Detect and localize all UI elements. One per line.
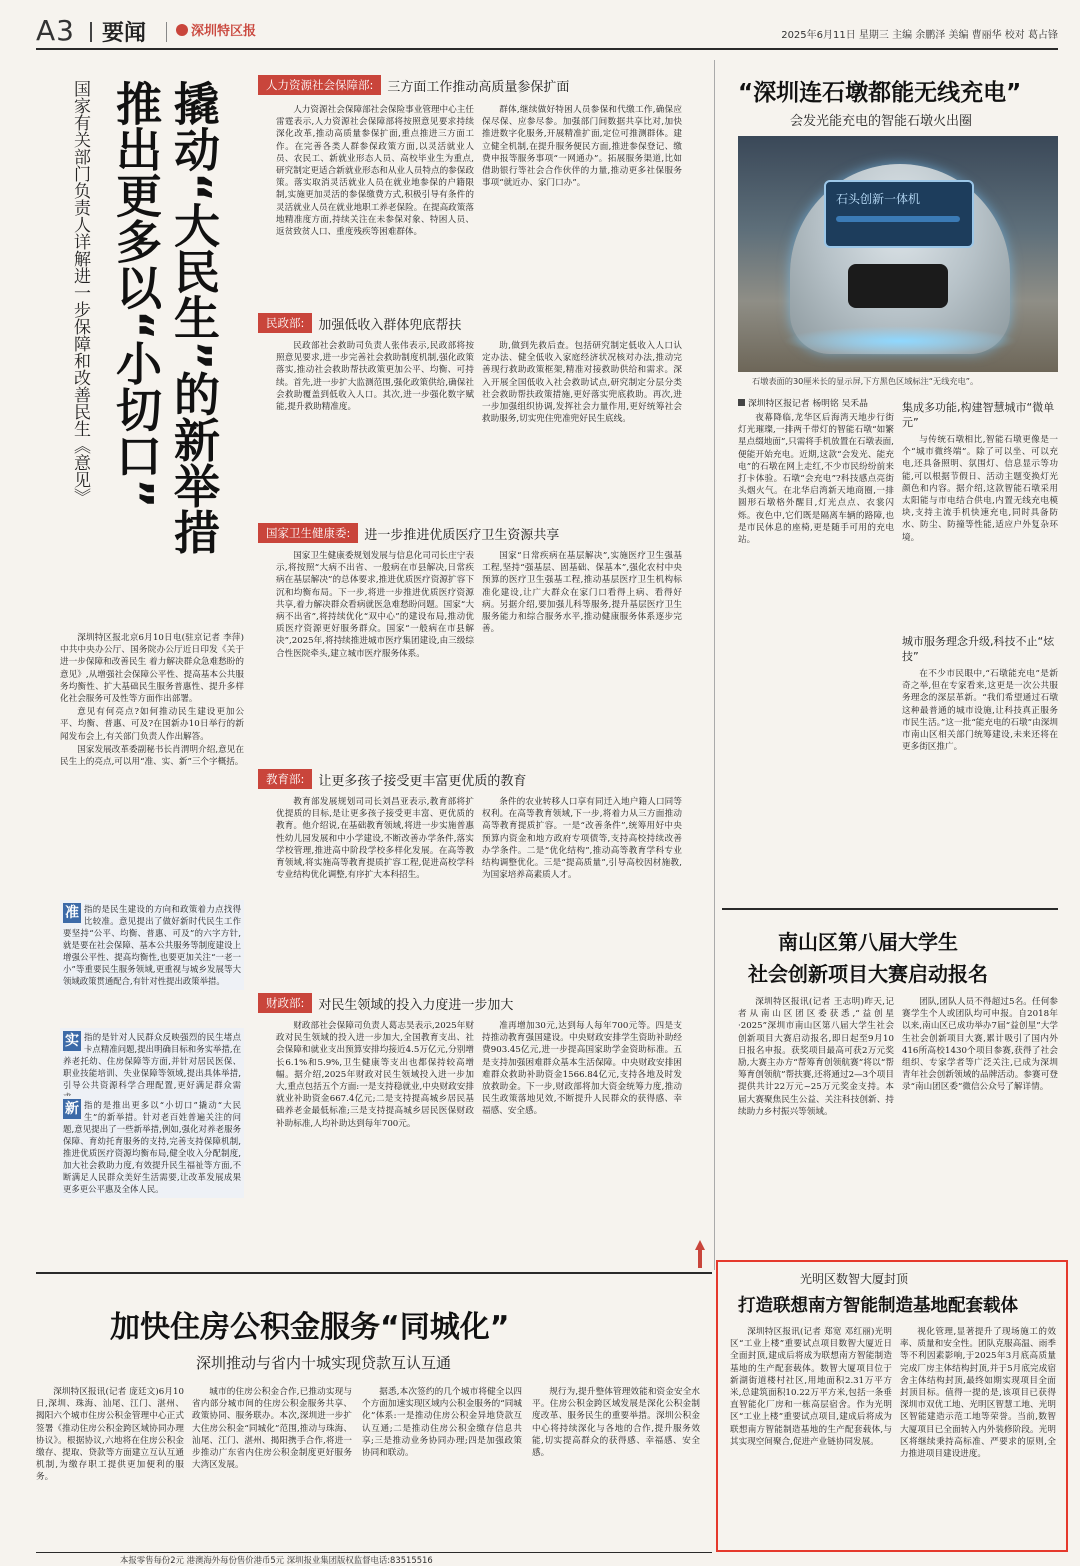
main-lead-p3: 国家发展改革委副秘书长肖渭明介绍,意见在民生上的亮点,可以用“准、实、新”三个字概括。 (60, 744, 244, 768)
wireless-sub2: 城市服务理念升级,科技不止“炫技” (902, 635, 1055, 663)
housing-col1: 深圳特区报讯(记者 庞廷文)6月10日,深圳、珠海、汕尾、江门、湛州、揭阳六个城市住房公积金管理中心正式签署《推动住房公积金跨区域协同办理协议》。根据协议,六地将在住房公积金缴存、提取、贷款等方面建立互认互通机制,为缴存职工提供更加便利的服务。 (36, 1387, 184, 1483)
section-tag-nhc: 国家卫生健康委: (258, 523, 358, 543)
masthead-rule (36, 48, 1058, 50)
section-title-mof: 对民生领域的投入力度进一步加大 (318, 997, 514, 1013)
main-subhead: 国家有关部门负责人详解进一步保障和改善民生《意见》 (70, 80, 90, 505)
wireless-headline: “深圳连石墩都能无线充电” (738, 80, 1022, 106)
masthead-divider-2 (166, 22, 167, 42)
section-title-moe: 让更多孩子接受更丰富更优质的教育 (318, 773, 527, 789)
note-text-zhun: 指的是民生建设的方向和政策着力点找得比较准。意见提出了做好新时代民生工作要坚持“公平、均衡、普惠、可及”的六字方针,就是要在社会保障、基本公共服务等制度建设上增强公平性、提高均衡性,也要更加关注“一老一小”等重要民生服务领域,更重视与城乡发展等大领域政策贯通配合,有针对性提出政策举措。 (63, 904, 241, 986)
section-title-hrss: 三方面工作推动高质量参保扩面 (387, 79, 570, 95)
nanshan-col1: 深圳特区报讯(记者 王志明)昨天,记者从南山区团区委获悉,“益创星·2025”深圳市南山区第八届大学生社会创新项目大赛启动报名,即日起至9月10日报名申报。获奖项目最高可获2万元奖励,大赛主办方“帮筹育创领航赛”将以“帮筹育创领航”帮扶赛,还将通过2—3个项目提供共计22万元~25万元奖金支持。本届大赛聚焦民生公益、关注科技创新、持续助力乡村振兴等领域。 (738, 997, 894, 1117)
wireless-byline (738, 396, 868, 409)
stone-display-bar (836, 216, 960, 222)
section-head-hrss (258, 74, 569, 96)
charging-pad (848, 264, 948, 308)
guangming-col1: 深圳特区报讯(记者 郑宽 邓红丽)光明区“工业上楼”重要试点项目数智大厦近日全面封顶,建成后将成为联想南方智能制造基地的生产配套载体。数智大厦项目位于新湖街道楼村社区,用地面积2.31万平方米,总建筑面积10.22万平方米,包括一条垂直智能化厂房和一栋高层宿舍。作为光明区“工业上楼”重要试点项目,建成后将成为联想南方智能制造基地的生产配套载体,与其实现空间聚合,促进产业链协同发展。 (730, 1327, 892, 1447)
section-mof-col1: 财政部社会保障司负责人葛志昊表示,2025年财政对民生领域的投入进一步加大,全国教育支出、社会保障和就业支出预算安排均接近4.5万亿元,分别增长6.1%和5.9%,卫生健康等支出也都保持较高增幅。据介绍,2025年财政对民生领域投入进一步加大,重点包括五个方面:一是支持稳就业,中央财政安排就业补助资金667.4亿元;二是支持提高城乡居民基础养老金最低标准;三是支持提高城乡居民医保财政补助标准,人均补助达到每年700元。 (276, 1021, 474, 1129)
section-mca-col1: 民政部社会救助司负责人张伟表示,民政部将按照意见要求,进一步完善社会救助制度机制,强化政策落实,推动社会救助帮扶政策更加公平、均衡、可持续。首先,进一步扩大监测范围,强化政策供给,确保社会救助覆盖到低收入人口。其次,进一步强化数字赋能,提升救助精准度。 (276, 341, 474, 413)
housing-headline: 加快住房公积金服务“同城化” (110, 1310, 510, 1345)
main-lead (60, 632, 244, 769)
housing-col2: 城市的住房公积金合作,已推动实现与省内部分城市间的住房公积金服务共享、政策协同、服务联办。本次,深圳进一步扩大住房公积金“同城化”范围,推动与珠海、汕尾、江门、湛州、揭阳携手合作,将进一步推动广东省内住房公积金制度更好服务大湾区发展。 (192, 1387, 352, 1471)
section-tag-hrss: 人力资源社会保障部: (258, 75, 381, 95)
section-hrss-col2: 群体,继续做好特困人员参保和代缴工作,确保应保尽保、应参尽参。加强部门间数据共享比对,加快推进数字化服务,开展精准扩面,定位可推测群体。建立健全机制,在提升服务便民方面,推进参保登记、缴费申报等服务事项“一网通办”。拓展服务渠道,比如借助银行等社会合作伙伴的力量,推动更多社保服务事项“就近办、家门口办”。 (482, 105, 682, 189)
section-head-mca (258, 312, 461, 334)
section-mca-col2: 助,做到先救后查。包括研究制定低收入人口认定办法、健全低收入家庭经济状况核对办法,推动完善现行救助政策框架,精准对接救助供给和需求。深入开展全国低收入社会救助试点,研究制定分层分类社会救助帮扶政策措施,更好落实兜底救助。再次,进一步加强组织协调,发挥社会力量作用,更好统筹社会救助服务,切实兜住兜准兜好民生底线。 (482, 341, 682, 425)
photo-caption: 石墩表面的30厘米长的显示屏,下方黑色区域标注“无线充电”。 (752, 376, 979, 386)
issue-info: 2025年6月11日 星期三 主编 余鹏泽 美编 曹丽华 校对 葛占锋 (781, 30, 1058, 41)
stone-display-text: 石头创新一体机 (836, 192, 921, 206)
main-lead-p1: 深圳特区报北京6月10日电(驻京记者 李萍)中共中央办公厅、国务院办公厅近日印发《关于进一步保障和改善民生 着力解决群众急难愁盼的意见》,从增强社会保障公平性、提高基本公共服务均衡性、扩大基础民生服务普惠性、提升多样化社会服务可及性等方面作出部署。 (60, 633, 244, 705)
glow-ring (782, 326, 1018, 356)
nanshan-col2: 团队,团队人员不得超过5名。任何参赛学生个人或团队均可申报。自2018年以来,南山区已成功举办7届“益创星”大学生社会创新项目大赛,累计吸引了国内外416所高校1430个项目参赛,获得了社会组织、专家学者等广泛关注,已成为深圳青年社会创新领域的品牌活动。参赛可登录“南山团区委”微信公众号了解详情。 (902, 997, 1058, 1093)
section-moe-col2: 条件的农业转移人口享有同迁入地户籍人口同等权利。在高等教育领域,下一步,将着力从三方面推动高等教育提质扩容。一是“改善条件”,统筹用好中央预算内资金和地方政府专项债等,支持高校持续改善办学条件。二是“优化结构”,推动高等教育学科专业结构调整优化。三是“提高质量”,引导高校因材施教,为国家培养高素质人才。 (482, 797, 682, 881)
note-shi (60, 1028, 244, 1106)
section-head-moe (258, 768, 526, 790)
housing-subhead: 深圳推动与省内十城实现贷款互认互通 (196, 1354, 452, 1372)
smart-stone-photo (738, 136, 1058, 372)
main-headline-line2: 推出更多以“小切口” (109, 80, 163, 509)
section-moe-col1: 教育部发展规划司司长刘昌亚表示,教育部将扩优提质的目标,是让更多孩子接受更丰富、更优质的教育。他介绍说,在基础教育领域,将进一步实施普惠性幼儿园发展和中小学建设,不断改善办学条件,落实学校管理,推进高中阶段学校多样化发展。在高等教育领域,将实施高等教育提质扩容工程,促进高校学科专业结构优化调整,有序扩大本科招生。 (276, 797, 474, 881)
note-xin (60, 1096, 244, 1198)
section-head-mof (258, 992, 513, 1014)
page-number: A3 (36, 14, 75, 47)
logo-icon (176, 24, 188, 36)
masthead-divider (90, 22, 92, 42)
column-separator (714, 60, 715, 1270)
note-key-zhun: 准 (65, 905, 79, 921)
section-mof-col2: 准再增加30元,达到每人每年700元等。四是支持推动教育强国建设。中央财政安排学生资助补助经费903.45亿元,进一步提高国家助学金资助标准。五是支持加强困难群众基本生活保障。中央财政安排困难群众救助补助资金1566.84亿元,支持各地及时发放救助金。下一步,财政部将加大资金统筹力度,推动民生政策落地见效,不断提升人民群众的获得感、幸福感、安全感。 (482, 1021, 682, 1117)
main-lead-p2: 意见有何亮点?如何推动民生建设更加公平、均衡、普惠、可及?在国新办10日举行的新闻发布会上,有关部门负责人作出解答。 (60, 707, 244, 742)
stone-display-screen (824, 180, 974, 248)
section-tag-mca: 民政部: (258, 313, 312, 333)
footer-text: 本报零售每份2元 港澳海外每份售价港币5元 深圳报业集团版权监督电话:83515516 (120, 1555, 433, 1565)
continue-arrow-icon (695, 1240, 705, 1250)
section-title-mca: 加强低收入群体兜底帮扶 (318, 317, 462, 333)
paper-logo (176, 20, 256, 39)
byline-marker-icon (738, 399, 745, 406)
wireless-col1: 夜幕降临,龙华区后海湾天地步行街灯光璀璨,一排两千带灯的智能石墩“如繁星点缀地面”,只需将手机放置在石墩表面,便能开始充电。近期,这款“会发光、能充电”的石墩在网上走红,不少市民纷纷前来打卡体验。石墩“会充电”?科技感点亮街头烟火气。在北华启湾新天地商圈,一排圆形石墩格外醒目,灯光点点、衣裳闪烁。夜色中,它们既是隔离车辆的路障,也是市民休息的座椅,更是随手可用的充电站。 (738, 413, 894, 546)
continue-arrow-stem (698, 1250, 702, 1268)
nanshan-top-rule (722, 908, 1058, 910)
section-nhc-col1: 国家卫生健康委规划发展与信息化司司长庄宁表示,将按照“大病不出省、一般病在市县解决,日常疾病在基层解决”的总体要求,推进优质医疗资源扩容下沉和均衡布局。下一步,将进一步推进优质医疗资源共享,着力解决群众看病就医急难愁盼问题。国家“大病不出省”,将持续优化“双中心”的建设布局,推动优质医疗资源更好服务群众。国家“一般病在市县解决”,2025年,将持续推进城市医疗集团建设,由三级综合性医院牵头,建立城市医疗服务体系。 (276, 551, 474, 659)
wireless-col3: 在不少市民眼中,“石墩能充电”是新奇之举,但在专家看来,这更是一次公共服务理念的深层革新。“我们希望通过石墩这种最普通的城市设施,让科技真正服务市民生活。”这一批“能充电的石墩”由深圳市南山区相关部门统筹建设,未来还将在更多街区推广。 (902, 669, 1058, 753)
note-key-shi: 实 (65, 1033, 79, 1049)
section-name: 要闻 (102, 21, 147, 46)
guangming-kicker: 光明区数智大厦封顶 (800, 1272, 909, 1286)
note-zhun (60, 900, 244, 990)
housing-col4: 规行为,提升整体管理效能和资金安全水平。住房公积金跨区域发展是深化公积金制度改革、服务民生的重要举措。深圳公积金中心将持续深化与各地的合作,提升服务效能,切实提高群众的获得感、幸福感、安全感。 (532, 1387, 700, 1459)
paper-name: 深圳特区报 (191, 24, 257, 39)
section-head-nhc (258, 522, 559, 544)
wireless-sub1: 集成多功能,构建智慧城市“微单元” (902, 401, 1055, 429)
byline-text: 深圳特区报记者 杨明铭 吴禾晶 (748, 399, 868, 409)
wireless-subhead: 会发光能充电的智能石墩火出圈 (790, 114, 973, 129)
section-nhc-col2: 国家“日常疾病在基层解决”,实施医疗卫生强基工程,坚持“强基层、固基础、保基本”,强化农村中央预算的医疗卫生强基工程,推动基层医疗卫生机构标准化建设,让广大群众在家门口看得上病、看得好病。另据介绍,要加强儿科等服务,提升基层医疗卫生服务能力和综合服务水平,推动健康服务体系逐步完善。 (482, 551, 682, 635)
housing-top-rule (36, 1272, 712, 1274)
nanshan-headline-line1: 南山区第八届大学生 (778, 930, 958, 954)
masthead (0, 0, 1080, 46)
main-headline-line1: 撬动“大民生”的新举措 (167, 80, 221, 555)
guangming-col2: 视化管理,显著提升了现场施工的效率、质量和安全性。团队克服高温、雨季等不利因素影响,于2025年3月底高质量完成厂房主体结构封顶,并于5月底完成宿舍主体结构封顶,最终如期实现项目全面封顶目标。值得一提的是,该项目已获得深圳市双优工地、光明区智慧工地、光明区智能建造示范工地等荣誉。当前,数智大厦项目已全面转入内外装修阶段。光明区将继续秉持高标准、严要求的原则,全力推进项目建设进度。 (900, 1327, 1056, 1460)
section-title-nhc: 进一步推进优质医疗卫生资源共享 (364, 527, 560, 543)
footer-rule (36, 1552, 712, 1553)
section-tag-moe: 教育部: (258, 769, 312, 789)
section-hrss-col1: 人力资源社会保障部社会保险事业管理中心主任雷霆表示,人力资源社会保障部将按照意见要求持续深化改革,推动高质量参保扩面,重点推进三方面工作。在完善各类人群参保政策方面,以灵活就业人员、农民工、新就业形态人员、高校毕业生为重点,研究制定更适合新就业形态和从业人员特点的参保政策。落实取消灵活就业人员在就业地参保的户籍限制,实施更加灵活的参保缴费方式,积极引导有条件的灵活就业人员在就业地职工养老保险。在提高政策落地精准度方面,持续关注在未参保对象、特困人员、返贫致贫人口、重度残疾等困难群体。 (276, 105, 474, 238)
guangming-headline: 打造联想南方智能制造基地配套载体 (738, 1296, 1018, 1316)
note-text-xin: 指的是推出更多以“小切口”撬动“大民生”的新举措。针对老百姓普遍关注的问题,意见提出了一些新举措,例如,强化对养老服务保障、育幼托育服务的支持,完善支持保障机制,推进优质医疗资源均衡布局,健全收入分配制度,加大社会救助力度,有效提升民生福祉等方面,不断满足人民群众美好生活需要,让改革发展成果更多更公平惠及全体人民。 (63, 1100, 241, 1194)
note-key-xin: 新 (65, 1101, 79, 1117)
housing-col3: 据悉,本次签约的几个城市将健全以四个方面加速实现区域内公积金服务的“同城化”体系:一是推动住房公积金异地贷款互认互通;二是推动住房公积金缴存信息共享;三是推动业务协同办理;四是加强政策协同和联动。 (362, 1387, 522, 1459)
section-tag-mof: 财政部: (258, 993, 312, 1013)
nanshan-headline-line2: 社会创新项目大赛启动报名 (748, 962, 988, 986)
wireless-col2: 与传统石墩相比,智能石墩更像是一个“城市微终端”。除了可以坐、可以充电,还具备照明、氛围灯、信息显示等功能,可以根据节假日、活动主题变换灯光颜色和内容。据介绍,这款智能石墩采用太阳能与市电结合供电,内置无线充电模块,支持主流手机快速充电,同时具备防水、防尘、防撞等性能,适应户外复杂环境。 (902, 435, 1058, 543)
note-text-shi: 指的是针对人民群众反映强烈的民生堵点卡点精准问题,提出明确目标和务实举措,在养老托幼、住房保障等方面,并针对居民医保、职业技能培训、失业保障等领域,提出具体举措,引导公共资源科学合理配置,更好满足群众需 (63, 1032, 241, 1090)
